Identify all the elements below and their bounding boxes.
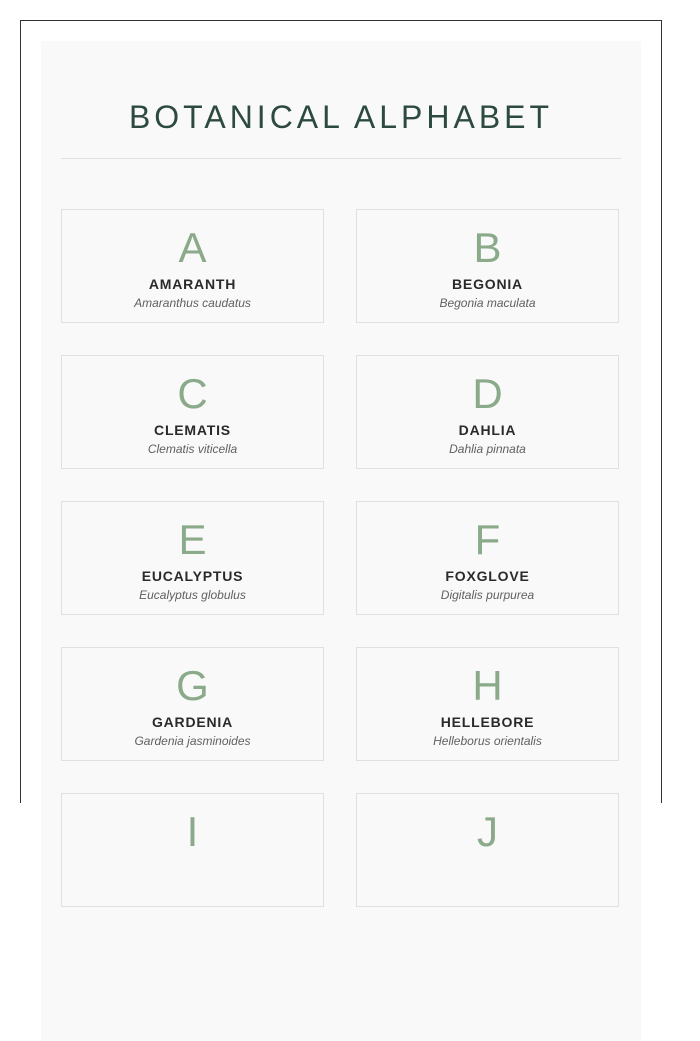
card-letter: I — [186, 808, 199, 855]
card-latin-name: Gardenia jasminoides — [134, 734, 251, 748]
card-plant-name: FOXGLOVE — [445, 568, 530, 584]
card-plant-name: CLEMATIS — [154, 422, 231, 438]
plant-card — [61, 793, 324, 907]
card-plant-name: BEGONIA — [452, 276, 523, 292]
plant-card — [356, 647, 619, 761]
card-plant-name: GARDENIA — [151, 714, 234, 730]
card-letter: G — [176, 662, 209, 709]
plant-card — [356, 209, 619, 323]
card-letter: B — [473, 224, 502, 271]
card-letter: A — [178, 224, 207, 271]
title-divider — [61, 158, 621, 159]
plant-card — [61, 209, 324, 323]
document-viewport[interactable] — [20, 20, 662, 855]
card-latin-name: Dahlia pinnata — [449, 442, 526, 456]
plant-card — [61, 501, 324, 615]
alphabet-sheet — [41, 41, 641, 1041]
card-letter: J — [477, 808, 498, 855]
card-plant-name: EUCALYPTUS — [141, 568, 244, 584]
card-latin-name: Eucalyptus globulus — [139, 588, 246, 602]
card-letter: D — [472, 370, 503, 417]
card-latin-name: Digitalis purpurea — [440, 588, 535, 602]
card-letter: E — [178, 516, 207, 563]
plant-card — [356, 501, 619, 615]
page-title: BOTANICAL ALPHABET — [128, 99, 554, 135]
card-latin-name: Clematis viticella — [147, 442, 238, 456]
card-latin-name: Begonia maculata — [439, 296, 536, 310]
card-letter: C — [177, 370, 208, 417]
plant-card — [356, 793, 619, 907]
card-latin-name: Amaranthus caudatus — [134, 296, 251, 310]
card-latin-name: Helleborus orientalis — [433, 734, 542, 748]
card-plant-name: AMARANTH — [148, 276, 237, 292]
plant-card — [61, 355, 324, 469]
card-letter: F — [474, 516, 501, 563]
plant-card — [356, 355, 619, 469]
plant-card — [61, 647, 324, 761]
card-letter: H — [472, 662, 503, 709]
card-plant-name: HELLEBORE — [440, 714, 535, 730]
card-plant-name: DAHLIA — [458, 422, 517, 438]
